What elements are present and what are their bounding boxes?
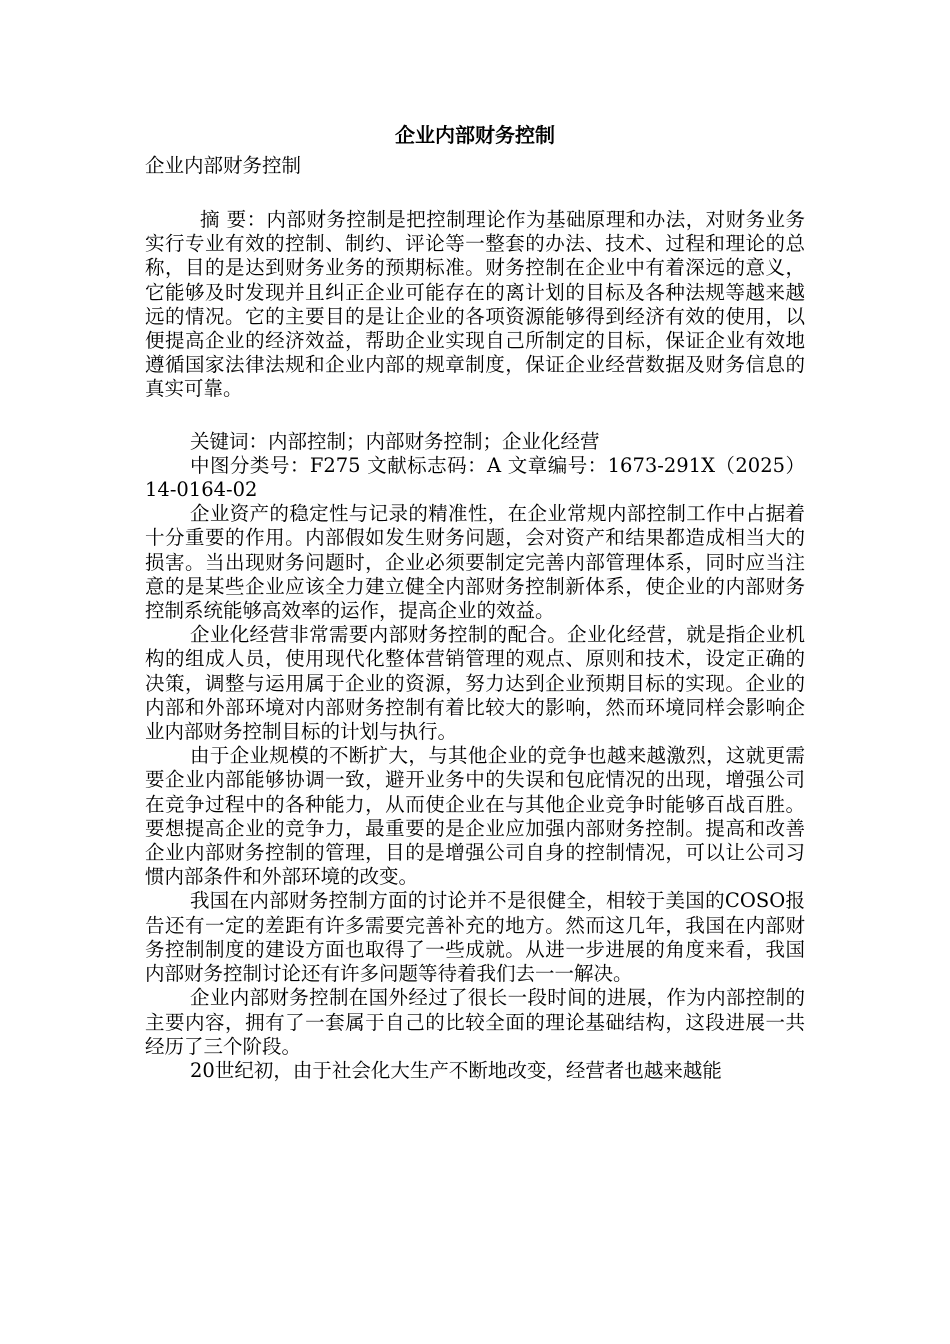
- body-paragraph-6: 20世纪初，由于社会化大生产不断地改变，经营者也越来越能: [190, 1058, 722, 1082]
- document-page: [145, 118, 805, 1083]
- keywords: 关键词：内部控制；内部财务控制；企业化经营: [190, 429, 600, 453]
- document-subtitle: 企业内部财务控制: [145, 154, 302, 177]
- body-paragraph-2: 企业化经营非常需要内部财务控制的配合。企业化经营，就是指企业机构的组成人员，使用现代化整体营销管理的观点、原则和技术，设定正确的决策，调整与运用属于企业的资源，努力达到企业预期目标的实现。企业的内部和外部环境对内部财务控制有着比较大的影响，然而环境同样会影响企业内部财务控制目标的计划与执行。: [145, 623, 805, 744]
- body-paragraph-4: 我国在内部财务控制方面的讨论并不是很健全，相较于美国的COSO报告还有一定的差距有许多需要完善补充的地方。然而这几年，我国在内部财务控制制度的建设方面也取得了一些成就。从进一步进展的角度来看，我国内部财务控制讨论还有许多问题等待着我们去一一解决。: [145, 889, 805, 986]
- document-title: 企业内部财务控制: [395, 123, 555, 147]
- body-paragraph-1: 企业资产的稳定性与记录的精准性，在企业常规内部控制工作中占据着十分重要的作用。内部假如发生财务问题，会对资产和结果都造成相当大的损害。当出现财务问题时，企业必须要制定完善内部管理体系，同时应当注意的是某些企业应该全力建立健全内部财务控制新体系，使企业的内部财务控制系统能够高效率的运作，提高企业的效益。: [145, 502, 805, 623]
- body-paragraph-5: 企业内部财务控制在国外经过了很长一段时间的进展，作为内部控制的主要内容，拥有了一套属于自己的比较全面的理论基础结构，这段进展一共经历了三个阶段。: [145, 986, 805, 1058]
- abstract-label: 摘 要：: [200, 208, 267, 231]
- abstract: [145, 208, 805, 402]
- classification-info: 中图分类号：F275 文献标志码：A 文章编号：1673-291X（2025）14-0164-02: [145, 453, 805, 502]
- body-paragraph-3: 由于企业规模的不断扩大，与其他企业的竞争也越来越激烈，这就更需要企业内部能够协调一致，避开业务中的失误和包庇情况的出现，增强公司在竞争过程中的各种能力，从而使企业在与其他企业竞争时能够百战百胜。要想提高企业的竞争力，最重要的是企业应加强内部财务控制。提高和改善企业内部财务控制的管理，目的是增强公司自身的控制情况，可以让公司习惯内部条件和外部环境的改变。: [145, 744, 805, 889]
- abstract-text: 内部财务控制是把控制理论作为基础原理和办法，对财务业务实行专业有效的控制、制约、评论等一整套的办法、技术、过程和理论的总称，目的是达到财务业务的预期标准。财务控制在企业中有着深远的意义，它能够及时发现并且纠正企业可能存在的离计划的目标及各种法规等越来越远的情况。它的主要目的是让企业的各项资源能够得到经济有效的使用，以便提高企业的经济效益，帮助企业实现自己所制定的目标，保证企业有效地遵循国家法律法规和企业内部的规章制度，保证企业经营数据及财务信息的真实可靠。: [145, 208, 805, 401]
